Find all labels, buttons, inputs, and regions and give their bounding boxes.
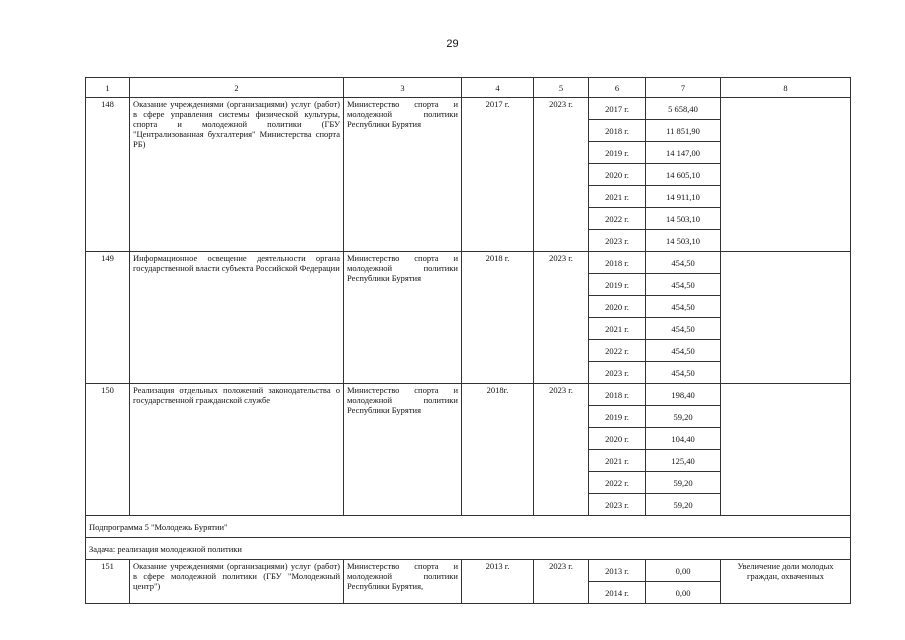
header-cell: 3 [344, 78, 462, 98]
header-cell: 1 [86, 78, 130, 98]
table-row [86, 252, 851, 274]
table-row [86, 560, 851, 582]
table-row [86, 384, 851, 406]
funding-amount: 59,20 [646, 472, 721, 494]
funding-year: 2018 г. [589, 120, 646, 142]
funding-year: 2023 г. [589, 362, 646, 384]
funding-year: 2023 г. [589, 494, 646, 516]
funding-amount: 454,50 [646, 274, 721, 296]
measures-table [85, 77, 851, 604]
header-row [86, 78, 851, 98]
funding-year: 2021 г. [589, 318, 646, 340]
funding-year: 2014 г. [589, 582, 646, 604]
funding-year: 2019 г. [589, 274, 646, 296]
executor: Министерство спорта и молодежной политики Республики Бурятия [344, 98, 462, 252]
funding-amount: 0,00 [646, 582, 721, 604]
table-row [86, 98, 851, 120]
end-year: 2023 г. [534, 560, 589, 604]
subprogram-row [86, 516, 851, 538]
funding-amount: 104,40 [646, 428, 721, 450]
header-cell: 8 [721, 78, 851, 98]
measure-name: Информационное освещение деятельности органа государственной власти субъекта Российской Федерации [130, 252, 344, 384]
funding-year: 2018 г. [589, 252, 646, 274]
end-year: 2023 г. [534, 384, 589, 516]
executor: Министерство спорта и молодежной политики Республики Бурятия [344, 252, 462, 384]
funding-amount: 0,00 [646, 560, 721, 582]
expected-result [721, 384, 851, 516]
executor: Министерство спорта и молодежной политики Республики Бурятия [344, 384, 462, 516]
funding-year: 2020 г. [589, 164, 646, 186]
funding-year: 2019 г. [589, 406, 646, 428]
funding-amount: 11 851,90 [646, 120, 721, 142]
start-year: 2018г. [462, 384, 534, 516]
funding-year: 2023 г. [589, 230, 646, 252]
funding-year: 2022 г. [589, 208, 646, 230]
funding-amount: 14 911,10 [646, 186, 721, 208]
end-year: 2023 г. [534, 98, 589, 252]
funding-amount: 198,40 [646, 384, 721, 406]
funding-amount: 14 605,10 [646, 164, 721, 186]
funding-amount: 14 503,10 [646, 208, 721, 230]
subprogram-title: Подпрограмма 5 "Молодежь Бурятии" [86, 516, 851, 538]
funding-year: 2020 г. [589, 428, 646, 450]
executor: Министерство спорта и молодежной политики Республики Бурятия, [344, 560, 462, 604]
funding-amount: 454,50 [646, 362, 721, 384]
funding-year: 2021 г. [589, 450, 646, 472]
page-number: 29 [446, 38, 459, 50]
funding-amount: 125,40 [646, 450, 721, 472]
task-title: Задача: реализация молодежной политики [86, 538, 851, 560]
funding-year: 2018 г. [589, 384, 646, 406]
funding-amount: 454,50 [646, 252, 721, 274]
row-number: 148 [86, 98, 130, 252]
header-cell: 5 [534, 78, 589, 98]
row-number: 149 [86, 252, 130, 384]
header-cell: 2 [130, 78, 344, 98]
expected-result [721, 98, 851, 252]
funding-amount: 454,50 [646, 296, 721, 318]
row-number: 151 [86, 560, 130, 604]
measure-name: Оказание учреждениями (организациями) услуг (работ) в сфере молодежной политики (ГБУ "Молодежный центр") [130, 560, 344, 604]
expected-result [721, 252, 851, 384]
funding-amount: 454,50 [646, 318, 721, 340]
funding-amount: 14 503,10 [646, 230, 721, 252]
start-year: 2017 г. [462, 98, 534, 252]
funding-amount: 59,20 [646, 494, 721, 516]
funding-amount: 14 147,00 [646, 142, 721, 164]
header-cell: 6 [589, 78, 646, 98]
start-year: 2018 г. [462, 252, 534, 384]
funding-year: 2022 г. [589, 472, 646, 494]
header-cell: 7 [646, 78, 721, 98]
funding-year: 2019 г. [589, 142, 646, 164]
funding-year: 2013 г. [589, 560, 646, 582]
expected-result: Увеличение доли молодых граждан, охваченных [721, 560, 851, 604]
start-year: 2013 г. [462, 560, 534, 604]
row-number: 150 [86, 384, 130, 516]
measure-name: Оказание учреждениями (организациями) услуг (работ) в сфере управления системы физической культуры, спорта и молодежной политики (ГБУ "Централизованная бухгалтерия" Министерства спорта РБ) [130, 98, 344, 252]
funding-amount: 59,20 [646, 406, 721, 428]
funding-amount: 454,50 [646, 340, 721, 362]
measure-name: Реализация отдельных положений законодательства о государственной гражданской службе [130, 384, 344, 516]
funding-year: 2020 г. [589, 296, 646, 318]
funding-year: 2017 г. [589, 98, 646, 120]
funding-year: 2022 г. [589, 340, 646, 362]
end-year: 2023 г. [534, 252, 589, 384]
header-cell: 4 [462, 78, 534, 98]
funding-amount: 5 658,40 [646, 98, 721, 120]
funding-year: 2021 г. [589, 186, 646, 208]
task-row [86, 538, 851, 560]
